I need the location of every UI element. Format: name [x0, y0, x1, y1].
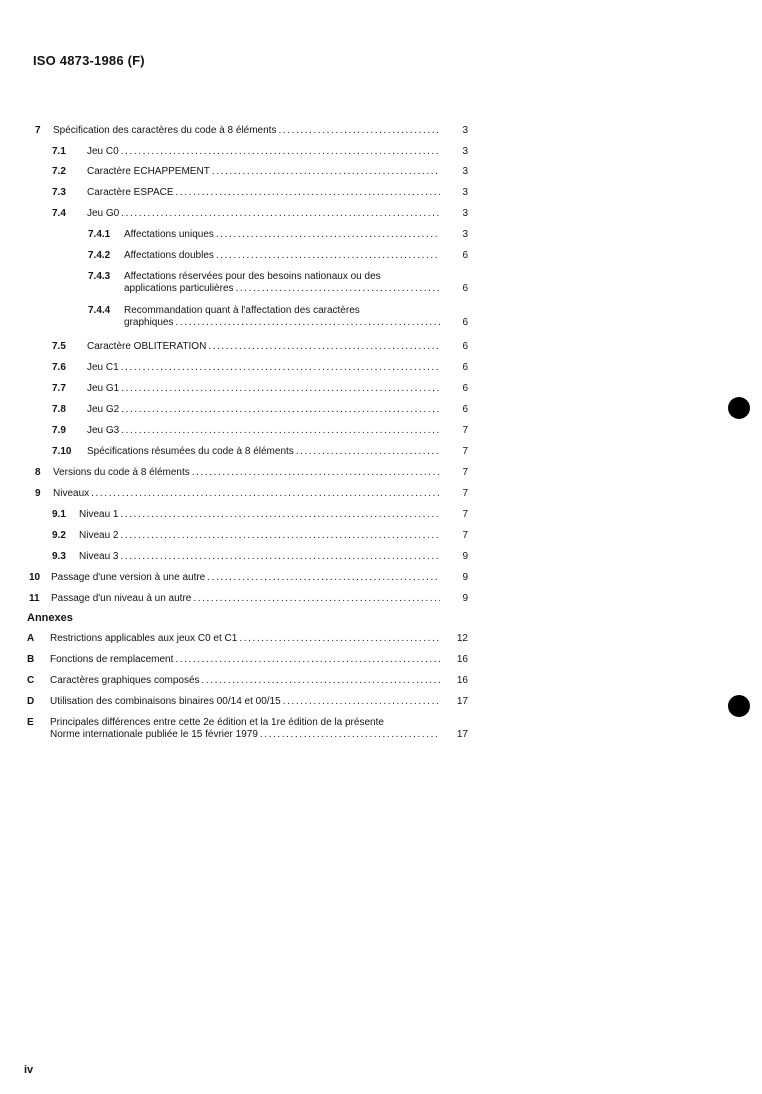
toc-entry-number: E — [27, 717, 34, 728]
toc-entry-number: 7.9 — [52, 425, 66, 436]
toc-entry-title: Affectations réservées pour des besoins nationaux ou des — [124, 271, 381, 282]
toc-entry-title: Spécifications résumées du code à 8 éléments — [87, 446, 294, 457]
toc-entry-title: Caractère ÉCHAPPEMENT — [87, 166, 210, 177]
toc-entry-number: A — [27, 633, 35, 644]
toc-entry-title: Niveau 3 — [79, 551, 119, 562]
dot-leader — [236, 283, 440, 295]
toc-entry-title: Niveaux — [53, 488, 90, 499]
toc-entry-title: Passage d'une version à une autre — [51, 572, 206, 583]
toc-entry-page: 17 — [456, 696, 468, 707]
toc-entry-page: 6 — [462, 317, 468, 328]
toc-entry-page: 6 — [462, 383, 468, 394]
toc-entry-number: 7.2 — [52, 166, 66, 177]
dot-leader — [91, 488, 440, 500]
toc-entry-page: 3 — [462, 146, 468, 157]
toc-entry-page: 16 — [456, 654, 468, 665]
toc-entry-number: B — [27, 654, 35, 665]
dot-leader — [283, 696, 440, 708]
toc-entry-title: Jeu G1 — [87, 383, 120, 394]
toc-entry-title: Versions du code à 8 éléments — [53, 467, 190, 478]
dot-leader — [175, 654, 440, 666]
toc-entry-page: 7 — [462, 425, 468, 436]
dot-leader — [120, 509, 440, 521]
dot-leader — [239, 633, 440, 645]
dot-leader — [121, 146, 440, 158]
annexes-heading: Annexes — [27, 612, 73, 624]
toc-entry-number: 7.4.4 — [88, 305, 111, 316]
toc-entry-title: Jeu G2 — [87, 404, 120, 415]
toc-entry-title: Principales différences entre cette 2e édition et la 1re édition de la présente — [50, 717, 384, 728]
toc-entry-title-continued: Norme internationale publiée le 15 février 1979 — [50, 729, 258, 740]
toc-entry-title-continued: applications particulières — [124, 283, 234, 294]
toc-entry-number: 9 — [35, 488, 41, 499]
dot-leader — [120, 530, 440, 542]
toc-entry-title: Niveau 2 — [79, 530, 119, 541]
toc-entry-number: 7.7 — [52, 383, 66, 394]
dot-leader — [192, 467, 440, 479]
toc-entry-number: 7.4.1 — [88, 229, 111, 240]
toc-entry-number: 7.4 — [52, 208, 66, 219]
toc-entry-title: Caractère ESPACE — [87, 187, 174, 198]
dot-leader — [176, 187, 440, 199]
dot-leader — [208, 341, 440, 353]
toc-entry-title: Utilisation des combinaisons binaires 00/14 et 00/15 — [50, 696, 281, 707]
toc-entry-title: Fonctions de remplacement — [50, 654, 174, 665]
dot-leader — [296, 446, 440, 458]
binding-hole-lower — [728, 695, 750, 717]
binding-hole-upper — [728, 397, 750, 419]
toc-entry-number: 8 — [35, 467, 41, 478]
toc-entry-page: 3 — [462, 208, 468, 219]
toc-entry-title-continued: graphiques — [124, 317, 174, 328]
toc-entry-page: 3 — [462, 125, 468, 136]
toc-entry-title: Recommandation quant à l'affectation des caractères — [124, 305, 360, 316]
dot-leader — [207, 572, 440, 584]
toc-entry-page: 7 — [462, 509, 468, 520]
toc-entry-page: 9 — [462, 572, 468, 583]
toc-entry-page: 7 — [462, 446, 468, 457]
dot-leader — [121, 383, 440, 395]
dot-leader — [121, 362, 440, 374]
toc-entry-title: Jeu G3 — [87, 425, 120, 436]
toc-entry-page: 7 — [462, 530, 468, 541]
toc-entry-page: 6 — [462, 341, 468, 352]
dot-leader — [216, 229, 440, 241]
toc-entry-page: 17 — [456, 729, 468, 740]
toc-entry-page: 12 — [456, 633, 468, 644]
toc-entry-number: D — [27, 696, 35, 707]
toc-entry-page: 6 — [462, 404, 468, 415]
toc-entry-page: 7 — [462, 488, 468, 499]
dot-leader — [121, 425, 440, 437]
toc-entry-title: Affectations uniques — [124, 229, 214, 240]
dot-leader — [175, 317, 440, 329]
toc-entry-number: C — [27, 675, 35, 686]
toc-entry-title: Affectations doubles — [124, 250, 214, 261]
toc-entry-page: 16 — [456, 675, 468, 686]
toc-entry-number: 7.5 — [52, 341, 66, 352]
toc-entry-number: 11 — [29, 593, 40, 604]
dot-leader — [216, 250, 440, 262]
toc-entry-page: 3 — [462, 229, 468, 240]
toc-entry-number: 7.4.3 — [88, 271, 111, 282]
toc-entry-number: 7.10 — [52, 446, 72, 457]
toc-entry-title: Jeu C0 — [87, 146, 119, 157]
dot-leader — [120, 551, 440, 563]
dot-leader — [278, 125, 440, 137]
dot-leader — [202, 675, 440, 687]
toc-entry-page: 9 — [462, 593, 468, 604]
toc-entry-title: Passage d'un niveau à un autre — [51, 593, 192, 604]
toc-entry-number: 7 — [35, 125, 41, 136]
toc-entry-page: 3 — [462, 187, 468, 198]
dot-leader — [260, 729, 440, 741]
toc-entry-page: 3 — [462, 166, 468, 177]
toc-entry-title: Jeu C1 — [87, 362, 119, 373]
toc-entry-page: 6 — [462, 283, 468, 294]
toc-entry-title: Caractère OBLITÉRATION — [87, 341, 207, 352]
toc-entry-number: 7.4.2 — [88, 250, 111, 261]
dot-leader — [212, 166, 440, 178]
toc-entry-title: Jeu G0 — [87, 208, 120, 219]
toc-entry-number: 7.3 — [52, 187, 66, 198]
document-id: ISO 4873-1986 (F) — [33, 53, 145, 68]
toc-entry-number: 7.8 — [52, 404, 66, 415]
toc-entry-number: 9.3 — [52, 551, 66, 562]
toc-entry-number: 10 — [29, 572, 41, 583]
toc-entry-page: 6 — [462, 250, 468, 261]
toc-entry-page: 6 — [462, 362, 468, 373]
toc-entry-title: Spécification des caractères du code à 8 éléments — [53, 125, 277, 136]
toc-entry-title: Caractères graphiques composés — [50, 675, 200, 686]
toc-entry-number: 9.2 — [52, 530, 66, 541]
toc-entry-page: 9 — [462, 551, 468, 562]
toc-entry-number: 7.1 — [52, 146, 66, 157]
toc-entry-page: 7 — [462, 467, 468, 478]
dot-leader — [121, 208, 440, 220]
toc-entry-title: Restrictions applicables aux jeux C0 et C1 — [50, 633, 238, 644]
toc-entry-number: 9.1 — [52, 509, 66, 520]
dot-leader — [121, 404, 440, 416]
toc-entry-title: Niveau 1 — [79, 509, 119, 520]
page-number: iv — [24, 1064, 34, 1076]
dot-leader — [193, 593, 440, 605]
toc-entry-number: 7.6 — [52, 362, 66, 373]
